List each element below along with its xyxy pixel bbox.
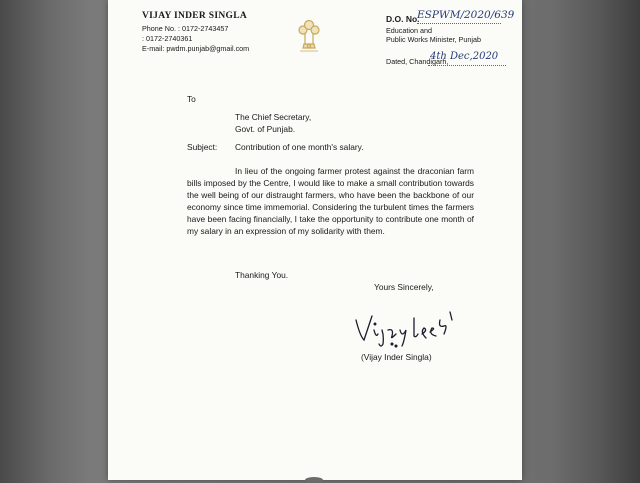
designation-line-2: Public Works Minister, Punjab [386, 35, 481, 44]
do-number-value: ESPWM/2020/639 [417, 9, 515, 21]
sign-off: Yours Sincerely, [374, 282, 434, 292]
handwritten-signature [352, 306, 462, 352]
subject-label: Subject: [187, 142, 218, 152]
phone-number-1: Phone No. : 0172-2743457 [142, 24, 229, 33]
recipient-line-2: Govt. of Punjab. [235, 124, 296, 134]
thanking-line: Thanking You. [235, 270, 289, 280]
do-number-underline [417, 23, 501, 24]
email-address: E-mail: pwdm.punjab@gmail.com [142, 44, 250, 53]
punch-hole [305, 477, 323, 483]
date-underline [428, 65, 506, 66]
recipient-line-1: The Chief Secretary, [235, 112, 312, 122]
sender-name: VIJAY INDER SINGLA [142, 11, 247, 21]
designation-line-1: Education and [386, 26, 432, 35]
dated-label: Dated, Chandigarh, [386, 57, 449, 66]
subject-text: Contribution of one month's salary. [235, 142, 364, 152]
letter-body: In lieu of the ongoing farmer protest against the draconian farm bills imposed by the Centre, I would like to make a small contribution towards the well being of our distraught farmers, who have been the backbone of our economy since time immemorial. Considering the turbulent times the farmers have been facing financially, I take the opportunity to contribute one month of my salary in an expression of my solidarity with them. [187, 166, 474, 237]
do-number-label: D.O. No. [386, 14, 420, 24]
printed-name: (Vijay Inder Singla) [361, 352, 432, 362]
letter-page [108, 0, 522, 480]
date-value: 4th Dec,2020 [430, 51, 499, 62]
state-emblem-icon [289, 10, 329, 54]
to-label: To [187, 94, 196, 104]
phone-number-2: : 0172-2740361 [142, 34, 193, 43]
